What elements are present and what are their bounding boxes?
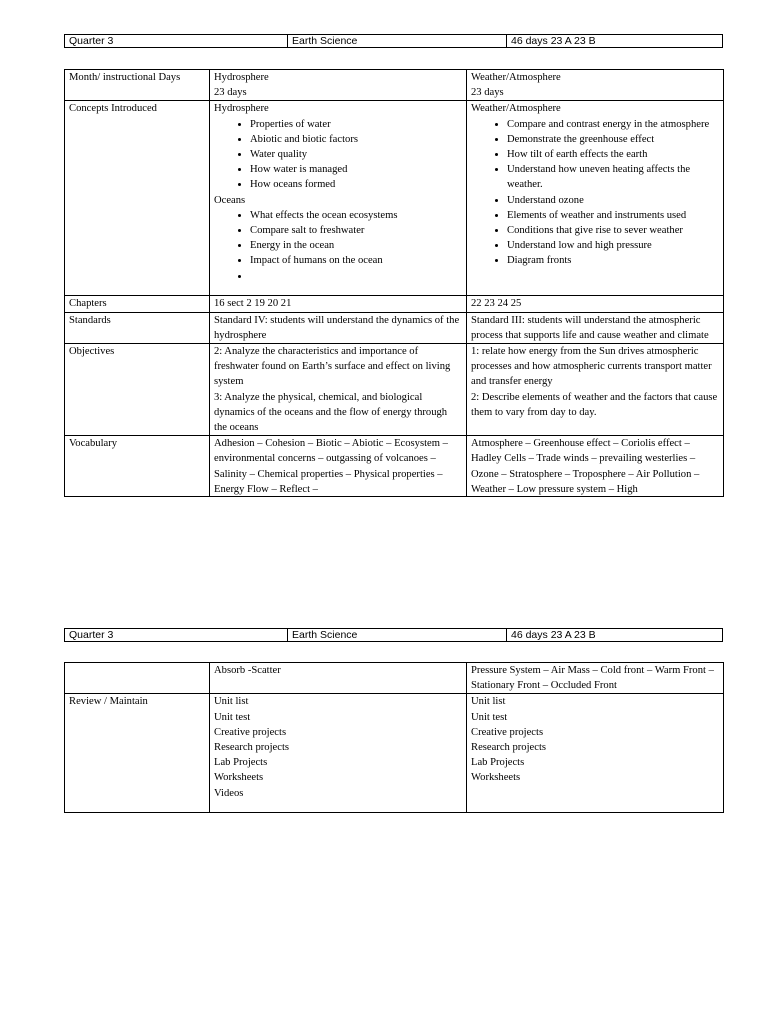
- objective-item: 2: Analyze the characteristics and importance of freshwater found on Earth’s surface and effect on living system: [214, 346, 451, 388]
- standards-col1: Standard IV: students will understand the dynamics of the hydrosphere: [210, 312, 467, 343]
- objective-item: 2: Describe elements of weather and the factors that cause them to vary from day to day.: [471, 391, 718, 418]
- curriculum-table-2: [64, 662, 724, 813]
- header-quarter: Quarter 3: [65, 35, 288, 48]
- list-item: Unit list: [471, 696, 506, 708]
- vocabulary-cont-col1: Absorb -Scatter: [210, 663, 467, 694]
- label-objectives: Objectives: [65, 344, 210, 436]
- standards-col2: Standard III: students will understand the atmospheric process that supports life and cause weather and climate: [467, 312, 724, 343]
- concepts-col1: [210, 101, 467, 296]
- list-item: • Energy in the ocean: [250, 238, 462, 253]
- label-standards: Standards: [65, 312, 210, 343]
- chapters-col1: 16 sect 2 19 20 21: [210, 296, 467, 312]
- concepts-heading-weather: Weather/Atmosphere: [471, 103, 561, 115]
- label-review: Review / Maintain: [65, 694, 210, 813]
- concepts-col2: [467, 101, 724, 296]
- objective-item: 1: relate how energy from the Sun drives atmospheric processes and how atmospheric currents transport matter and transfer energy: [471, 346, 712, 388]
- list-item: Creative projects: [471, 726, 544, 738]
- month-col1: Hydrosphere 23 days: [210, 70, 467, 101]
- vocabulary-text: Adhesion – Cohesion – Biotic – Abiotic – Ecosystem – environmental concerns – outgassing of volcanoes – Salinity – Chemical properties – Physical properties – Energy Flow – Reflect –: [214, 438, 448, 495]
- list-item: Worksheets: [471, 772, 521, 784]
- list-item: • Conditions that give rise to sever weather: [507, 223, 719, 238]
- objectives-col2: [467, 344, 724, 436]
- list-item: • How water is managed: [250, 162, 462, 177]
- row-month: [65, 70, 724, 101]
- header-quarter: Quarter 3: [65, 629, 288, 642]
- list-item: • Compare and contrast energy in the atmosphere: [507, 117, 719, 132]
- list-item: • Diagram fronts: [507, 253, 719, 268]
- header-subject: Earth Science: [288, 35, 507, 48]
- list-item: Worksheets: [214, 772, 264, 784]
- objectives-col1: [210, 344, 467, 436]
- list-item: • Understand how uneven heating affects the weather.: [507, 162, 719, 192]
- row-objectives: [65, 344, 724, 436]
- list-item: Creative projects: [214, 726, 287, 738]
- label-month: Month/ instructional Days: [65, 70, 210, 101]
- review-col2: [467, 694, 724, 813]
- list-item: Unit list: [214, 696, 249, 708]
- list-item: • Understand ozone: [507, 193, 719, 208]
- label-vocabulary: Vocabulary: [65, 436, 210, 497]
- vocabulary-col2: [467, 436, 724, 497]
- list-item: [250, 269, 462, 284]
- month-col2: Weather/Atmosphere 23 days: [467, 70, 724, 101]
- header-table-1: [64, 34, 723, 48]
- row-concepts: [65, 101, 724, 296]
- row-standards: [65, 312, 724, 343]
- list-item: Unit test: [214, 711, 251, 723]
- list-item: • Water quality: [250, 147, 462, 162]
- row-chapters: [65, 296, 724, 312]
- row-vocabulary-continued: [65, 663, 724, 694]
- concepts-list-oceans: [214, 208, 462, 284]
- curriculum-table-1: [64, 69, 724, 497]
- list-item: • Compare salt to freshwater: [250, 223, 462, 238]
- objective-item: 3: Analyze the physical, chemical, and biological dynamics of the oceans and the flow of energy through the oceans: [214, 391, 448, 434]
- list-item: Videos: [214, 787, 244, 799]
- header-table-2: [64, 628, 723, 642]
- concepts-list-hydrosphere: [214, 117, 462, 193]
- list-item: Lab Projects: [471, 757, 525, 769]
- list-item: • Understand low and high pressure: [507, 238, 719, 253]
- row-vocabulary: [65, 436, 724, 497]
- review-col1: [210, 694, 467, 813]
- label-chapters: Chapters: [65, 296, 210, 312]
- vocabulary-col1: [210, 436, 467, 497]
- list-item: • Abiotic and biotic factors: [250, 132, 462, 147]
- label-empty: [65, 663, 210, 694]
- list-item: • What effects the ocean ecosystems: [250, 208, 462, 223]
- header-subject: Earth Science: [288, 629, 507, 642]
- list-item: • Demonstrate the greenhouse effect: [507, 132, 719, 147]
- label-concepts: Concepts Introduced: [65, 101, 210, 296]
- list-item: • Elements of weather and instruments used: [507, 208, 719, 223]
- chapters-col2: 22 23 24 25: [467, 296, 724, 312]
- concepts-heading-oceans: Oceans: [214, 194, 246, 206]
- header-days: 46 days 23 A 23 B: [507, 629, 723, 642]
- header-days: 46 days 23 A 23 B: [507, 35, 723, 48]
- list-item: • Impact of humans on the ocean: [250, 253, 462, 268]
- list-item: • How oceans formed: [250, 177, 462, 192]
- vocabulary-cont-col2: Pressure System – Air Mass – Cold front – Warm Front – Stationary Front – Occluded Front: [467, 663, 724, 694]
- concepts-list-weather: [471, 117, 719, 269]
- vocabulary-text: Atmosphere – Greenhouse effect – Coriolis effect – Hadley Cells – Trade winds – prevailing westerlies – Ozone – Stratosphere – Troposphere – Air Pollution – Weather – Low pressure system – High: [471, 438, 700, 495]
- list-item: • Properties of water: [250, 117, 462, 132]
- concepts-heading-hydrosphere: Hydrosphere: [214, 103, 269, 115]
- list-item: Lab Projects: [214, 757, 268, 769]
- list-item: Research projects: [471, 742, 547, 754]
- list-item: Research projects: [214, 742, 290, 754]
- row-review: [65, 694, 724, 813]
- list-item: Unit test: [471, 711, 508, 723]
- list-item: • How tilt of earth effects the earth: [507, 147, 719, 162]
